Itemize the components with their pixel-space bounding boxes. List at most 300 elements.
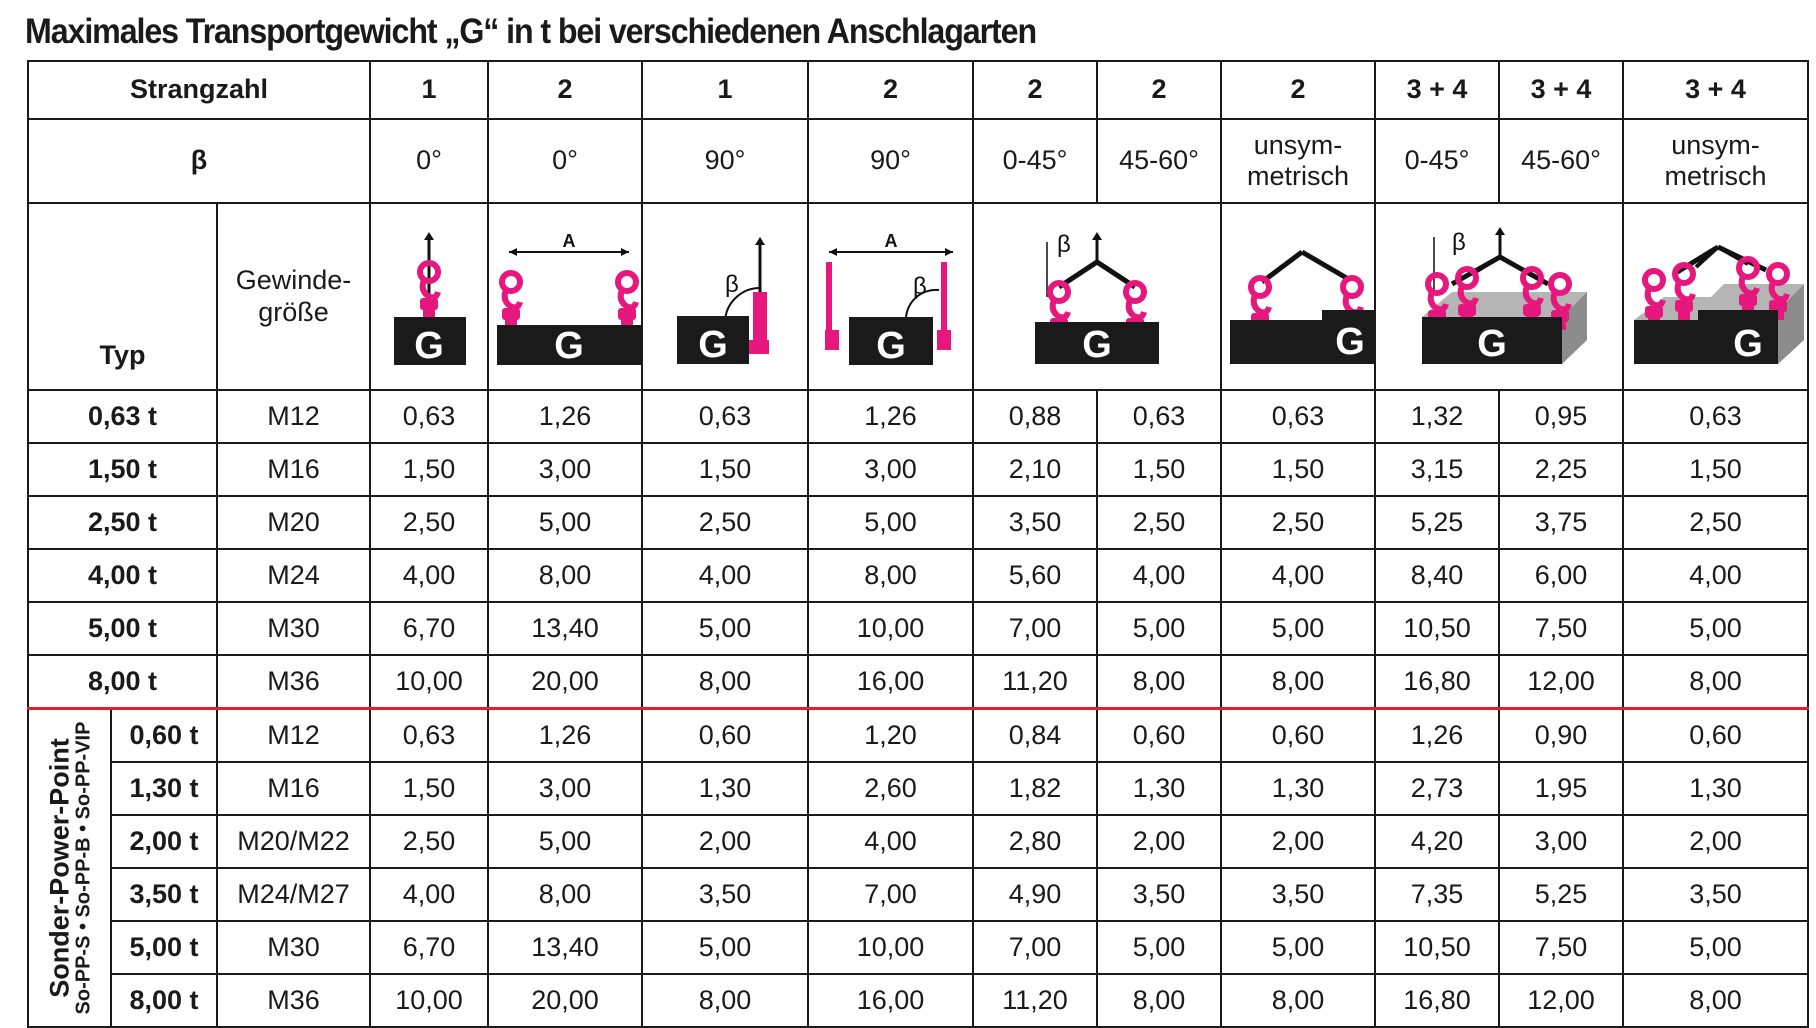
gewinde-cell [217,921,370,974]
load-value: 10,00 [856,931,925,962]
load-value: 5,00 [538,825,592,856]
load-value: 7,50 [1534,931,1588,962]
span-indicator [829,231,953,256]
value-cell [1097,815,1221,868]
typ-cell [111,815,217,868]
strangzahl-label [28,61,370,119]
value-cell [1221,390,1375,443]
value-cell [1623,868,1808,921]
value-cell [642,443,808,496]
load-value: 0,60 [1271,719,1325,750]
sling-diagram-4 [808,203,973,390]
beta-cell [1221,119,1375,203]
value-cell [808,390,973,443]
value-cell [808,868,973,921]
value-cell [488,390,642,443]
value-cell [973,496,1097,549]
value-cell [1097,443,1221,496]
load-value: 2,50 [1689,506,1742,537]
gewinde-value: M30 [267,612,320,643]
gewinde-value: M20/M22 [237,825,350,856]
load-value: 0,63 [1271,400,1325,431]
load-value: 3,00 [538,453,592,484]
beta-value: unsym- metrisch [1247,129,1350,191]
load-value: 8,00 [698,984,752,1015]
typ-cell [28,390,217,443]
value-cell [808,709,973,763]
typ-cell [111,974,217,1027]
value-cell [1375,762,1499,815]
load-value: 1,20 [864,719,917,750]
value-cell [1221,815,1375,868]
load-value: 8,00 [1132,984,1186,1015]
value-cell [488,815,642,868]
value-cell [808,762,973,815]
strangzahl-value: 2 [883,74,899,105]
beta-value: 90° [870,145,911,176]
strangzahl-cell [642,61,808,119]
load-value: 2,00 [1132,825,1186,856]
load-letter: G [414,324,444,367]
table-row [28,390,1808,443]
strangzahl-cell [488,61,642,119]
value-cell [973,655,1097,709]
gewinde-cell [217,549,370,602]
value-cell [642,549,808,602]
table-row [28,709,1808,763]
gewinde-cell [217,655,370,709]
value-cell [1623,443,1808,496]
load-value: 8,00 [538,559,592,590]
typ-cell [111,921,217,974]
typ-cell [111,709,217,763]
value-cell [1623,815,1808,868]
value-cell [1499,762,1623,815]
value-cell [1221,443,1375,496]
gewinde-value: M36 [267,665,320,696]
load-value: 0,60 [1689,719,1742,750]
sonder-group-label [28,709,111,1028]
beta-cell [808,119,973,203]
load-value: 5,00 [864,506,917,537]
value-cell [973,602,1097,655]
gewinde-value: M12 [267,719,320,750]
value-cell [1221,655,1375,709]
value-cell [1097,390,1221,443]
load-value: 4,00 [1132,559,1186,590]
load-capacity-table [27,60,1809,1028]
sling-diagram-3 [642,203,808,390]
value-cell [1221,868,1375,921]
load-value: 4,00 [1689,559,1742,590]
load-value: 0,84 [1008,719,1062,750]
strangzahl-value: 3 + 4 [1530,74,1592,105]
lift-arrow-icon [1495,227,1505,257]
beta-cell [1375,119,1499,203]
angle-letter: β [912,272,927,300]
load-value: 4,90 [1008,878,1062,909]
load-value: 5,00 [538,506,592,537]
value-cell [1375,655,1499,709]
value-cell [808,549,973,602]
load-value: 11,20 [1002,665,1068,696]
gewinde-cell [217,709,370,763]
load-value: 1,26 [864,400,917,431]
strangzahl-value: 2 [1151,74,1167,105]
value-cell [1499,974,1623,1027]
beta-label [28,119,370,203]
load-value: 1,26 [1410,719,1464,750]
sling-diagram-1 [370,203,488,390]
value-cell [1097,655,1221,709]
load-value: 3,00 [864,453,917,484]
value-cell [973,974,1097,1027]
load-value: 11,20 [1002,984,1068,1015]
value-cell [1499,709,1623,763]
gewinde-cell [217,390,370,443]
strangzahl-value: 2 [1290,74,1306,105]
gewinde-value: M16 [267,453,320,484]
value-cell [1623,602,1808,655]
load-value: 16,80 [1403,984,1471,1015]
value-cell [1375,815,1499,868]
value-cell [1499,921,1623,974]
lifting-point-icon [1645,271,1663,326]
load-value: 1,50 [402,453,456,484]
load-value: 10,00 [856,612,925,643]
typ-value: 8,00 t [87,665,158,696]
value-cell [1499,655,1623,709]
value-cell [1221,921,1375,974]
load-value: 1,50 [402,772,456,803]
strangzahl-cell [1221,61,1375,119]
value-cell [488,655,642,709]
load-value: 10,50 [1403,931,1471,962]
table-row [28,815,1808,868]
gewinde-cell [217,443,370,496]
value-cell [1097,709,1221,763]
load-value: 7,50 [1534,612,1588,643]
load-letter: G [1732,322,1763,365]
load-value: 8,00 [1271,665,1325,696]
load-value: 8,00 [864,559,917,590]
value-cell [1221,974,1375,1027]
value-cell [370,496,488,549]
load-value: 4,00 [698,559,752,590]
load-value: 3,50 [698,878,752,909]
load-value: 10,00 [395,665,463,696]
load-value: 10,00 [395,984,463,1015]
load-value: 1,30 [1132,772,1186,803]
load-value: 5,00 [1132,931,1186,962]
value-cell [973,921,1097,974]
value-cell [1097,974,1221,1027]
load-value: 8,00 [1132,665,1186,696]
value-cell [1623,762,1808,815]
load-value: 10,50 [1403,612,1471,643]
value-cell [1221,549,1375,602]
span-letter: A [884,230,898,251]
load-value: 2,25 [1534,453,1588,484]
load-letter: G [875,324,906,367]
load-letter: G [1476,322,1507,365]
load-value: 8,00 [1689,984,1742,1015]
sling-diagram-5 [973,203,1221,390]
value-cell [1499,815,1623,868]
angle-letter: β [1451,228,1466,256]
sling-diagram-2 [488,203,642,390]
gewinde-value: M12 [267,400,320,431]
load-value: 1,26 [538,719,592,750]
value-cell [1623,974,1808,1027]
load-value: 1,30 [698,772,752,803]
beta-value: unsym- metrisch [1664,129,1767,191]
table-row [28,655,1808,709]
typ-value: 1,30 t [129,772,199,803]
load-value: 2,60 [864,772,917,803]
load-value: 1,30 [1689,772,1742,803]
gewinde-label [217,203,370,390]
value-cell [1623,549,1808,602]
lifting-point-icon [1675,265,1693,320]
value-cell [1375,974,1499,1027]
typ-cell [28,602,217,655]
value-cell [1499,443,1623,496]
value-cell [370,709,488,763]
load-value: 2,73 [1410,772,1464,803]
beta-cell [1097,119,1221,203]
typ-value: 0,60 t [129,719,199,750]
gewinde-cell [217,762,370,815]
value-cell [642,390,808,443]
value-cell [642,709,808,763]
value-cell [642,762,808,815]
value-cell [370,815,488,868]
value-cell [808,921,973,974]
value-cell [642,868,808,921]
value-cell [1375,602,1499,655]
strangzahl-value: 3 + 4 [1406,74,1468,105]
value-cell [973,815,1097,868]
gewinde-value: M24 [267,559,320,590]
beta-value: 45-60° [1119,145,1199,176]
value-cell [1375,496,1499,549]
value-cell [370,762,488,815]
page-title: Maximales Transportgewicht „G“ in t bei verschiedenen Anschlagarten [25,12,1037,51]
beta-cell [1623,119,1808,203]
table-row [28,974,1808,1027]
gewinde-value: M20 [267,506,320,537]
table-row [28,549,1808,602]
load-value: 8,00 [1689,665,1742,696]
load-value: 2,80 [1008,825,1062,856]
value-cell [1375,443,1499,496]
lift-arrow-icon [1092,232,1102,262]
gewinde-value: M36 [267,984,320,1015]
value-cell [370,390,488,443]
load-value: 20,00 [531,984,599,1015]
value-cell [370,655,488,709]
value-cell [488,709,642,763]
load-value: 0,63 [402,719,456,750]
load-value: 0,60 [1132,719,1186,750]
strangzahl-value: 2 [1027,74,1043,105]
gewinde-cell [217,815,370,868]
load-value: 8,00 [538,878,592,909]
load-value: 3,50 [1271,878,1325,909]
load-value: 1,82 [1008,772,1062,803]
value-cell [488,868,642,921]
load-value: 0,63 [698,400,752,431]
value-cell [488,921,642,974]
value-cell [642,602,808,655]
typ-value: 3,50 t [129,878,199,909]
value-cell [808,655,973,709]
load-value: 2,50 [402,825,456,856]
load-value: 5,00 [698,931,752,962]
beta-value: 0° [552,145,578,176]
load-value: 5,00 [1271,931,1325,962]
value-cell [1375,709,1499,763]
value-cell [1499,868,1623,921]
load-letter: G [698,323,728,366]
load-value: 5,00 [1689,612,1742,643]
load-value: 3,50 [1132,878,1186,909]
sling-diagram-6 [1221,203,1375,390]
value-cell [1623,709,1808,763]
load-value: 8,00 [698,665,752,696]
value-cell [370,921,488,974]
gewinde-cell [217,496,370,549]
load-value: 13,40 [531,612,599,643]
load-value: 2,50 [698,506,752,537]
lifting-point-icon [618,273,636,328]
gewinde-cell [217,868,370,921]
beta-value: 90° [704,145,746,176]
load-value: 16,00 [856,665,925,696]
table-row [28,602,1808,655]
load-value: 2,00 [1689,825,1742,856]
typ-value: 0,63 t [87,400,158,431]
beta-cell [488,119,642,203]
load-value: 7,00 [1008,931,1062,962]
span-letter: A [562,230,576,251]
value-cell [808,496,973,549]
value-cell [642,815,808,868]
load-value: 0,95 [1534,400,1588,431]
header-row-strangzahl [28,61,1808,119]
beta-value: 0-45° [1002,145,1068,176]
beta-cell [370,119,488,203]
load-value: 4,00 [1271,559,1325,590]
typ-cell [28,443,217,496]
strangzahl-value: 2 [557,74,573,105]
value-cell [808,602,973,655]
typ-cell [28,655,217,709]
strangzahl-value: 1 [717,74,733,105]
value-cell [1097,868,1221,921]
value-cell [370,974,488,1027]
load-value: 4,00 [402,559,456,590]
load-value: 3,50 [1008,506,1062,537]
value-cell [488,443,642,496]
load-value: 16,80 [1403,665,1471,696]
header-row-diagrams [28,203,1808,390]
sonder-label-main: Sonder-Power-Point [43,738,74,998]
value-cell [1499,549,1623,602]
value-cell [1221,602,1375,655]
load-value: 5,00 [1132,612,1186,643]
beta-value: 0-45° [1404,145,1470,176]
value-cell [973,443,1097,496]
strangzahl-cell [1097,61,1221,119]
typ-cell [28,496,217,549]
table-row [28,443,1808,496]
value-cell [1375,921,1499,974]
typ-value: 5,00 t [87,612,158,643]
table-row [28,868,1808,921]
load-value: 3,50 [1689,878,1742,909]
span-indicator [509,231,629,256]
load-value: 1,50 [698,453,752,484]
typ-value: 2,50 t [87,506,158,537]
value-cell [808,815,973,868]
load-value: 6,70 [402,931,456,962]
load-value: 2,10 [1008,453,1062,484]
load-value: 1,50 [1689,453,1742,484]
value-cell [642,921,808,974]
typ-value: 2,00 t [129,825,199,856]
value-cell [973,390,1097,443]
gewinde-cell [217,974,370,1027]
value-cell [973,868,1097,921]
sonder-label-sub: So-PP-S • So-PP-B • So-PP-VIP [72,721,95,1015]
load-value: 0,90 [1534,719,1588,750]
strangzahl-cell [1499,61,1623,119]
strangzahl-cell [1375,61,1499,119]
load-value: 5,00 [1271,612,1325,643]
value-cell [1097,549,1221,602]
load-value: 6,00 [1534,559,1588,590]
value-cell [642,655,808,709]
load-letter: G [1335,320,1365,363]
value-cell [808,443,973,496]
value-cell [1221,496,1375,549]
beta-label-text: β [190,145,208,176]
load-value: 20,00 [531,665,599,696]
typ-value: 4,00 t [87,559,158,590]
value-cell [488,762,642,815]
table-row [28,762,1808,815]
value-cell [1375,390,1499,443]
value-cell [1623,390,1808,443]
load-value: 2,50 [1132,506,1186,537]
typ-label [28,203,217,390]
load-value: 8,40 [1410,559,1464,590]
value-cell [370,602,488,655]
beta-cell [642,119,808,203]
load-value: 7,35 [1410,878,1464,909]
load-value: 0,60 [698,719,752,750]
value-cell [1097,921,1221,974]
load-value: 0,63 [402,400,456,431]
value-cell [488,496,642,549]
load-value: 3,75 [1534,506,1588,537]
load-value: 12,00 [1527,665,1595,696]
load-value: 5,00 [698,612,752,643]
table-row [28,921,1808,974]
angle-letter: β [1057,230,1071,258]
